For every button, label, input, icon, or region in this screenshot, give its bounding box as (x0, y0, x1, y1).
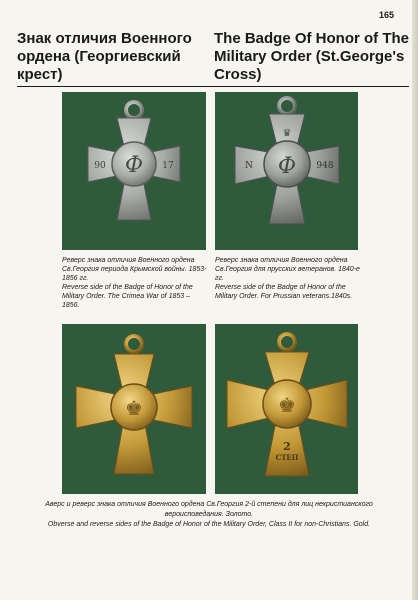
title-divider (17, 86, 409, 87)
caption-ru: Реверс знака отличия Военного ордена Св.Георгия для прусских ветеранов. 1840-е гг. (215, 257, 360, 282)
class-number: 2 (283, 440, 291, 453)
silver-cross-image (62, 92, 206, 250)
serial-right: 948 (316, 161, 334, 171)
photo-gold-cross-obverse (62, 324, 206, 494)
serial-left: 90 (94, 161, 106, 171)
page-number: 165 (378, 10, 394, 20)
monogram: Ф (277, 154, 297, 179)
photo-silver-cross-prussian (215, 92, 358, 250)
suspension-ring (279, 98, 295, 114)
suspension-ring (126, 336, 142, 352)
serial-left: N (245, 161, 253, 171)
eagle-emblem: ♚ (278, 393, 296, 417)
silver-cross-image (215, 92, 358, 250)
photo-gold-cross-reverse (215, 324, 358, 494)
title-english: The Badge Of Honor of The Military Order (St.George's Cross) (214, 30, 409, 83)
page-spine (412, 0, 418, 600)
gold-cross-image (215, 324, 358, 494)
suspension-ring (279, 334, 295, 350)
title-russian: Знак отличия Военного ордена (Георгиевский крест) (17, 30, 192, 83)
photo-silver-cross-crimea (62, 92, 206, 250)
caption-gold-crosses (40, 500, 378, 530)
class-word: СТЕП (275, 453, 299, 462)
eagle-emblem: ♚ (125, 396, 143, 420)
gold-cross-image (62, 324, 206, 494)
monogram: Ф (124, 153, 144, 178)
caption-ru: Реверс знака отличия Военного ордена Св.Георгия периода Крымской войны. 1853-1856 гг. (62, 257, 207, 282)
caption-medal-2 (215, 256, 363, 301)
suspension-ring (126, 102, 142, 118)
crown-mark: ♛ (282, 128, 292, 139)
caption-en: Obverse and reverse sides of the Badge of Honor of the Military Order, Class II for non-Christians. Gold. (47, 521, 371, 528)
caption-ru: Аверс и реверс знака отличия Военного ордена Св.Георгия 2-й степени для лиц нехристианского вероисповедания. Золото. (45, 501, 373, 518)
caption-en: Reverse side of the Badge of Honor of the Military Order. For Prussian veterans.1840s. (215, 284, 353, 300)
caption-medal-1 (62, 256, 208, 310)
caption-en: Reverse side of the Badge of Honor of the Military Order. The Crimea War of 1853 – 1856. (62, 284, 193, 309)
serial-right: 17 (162, 161, 174, 171)
